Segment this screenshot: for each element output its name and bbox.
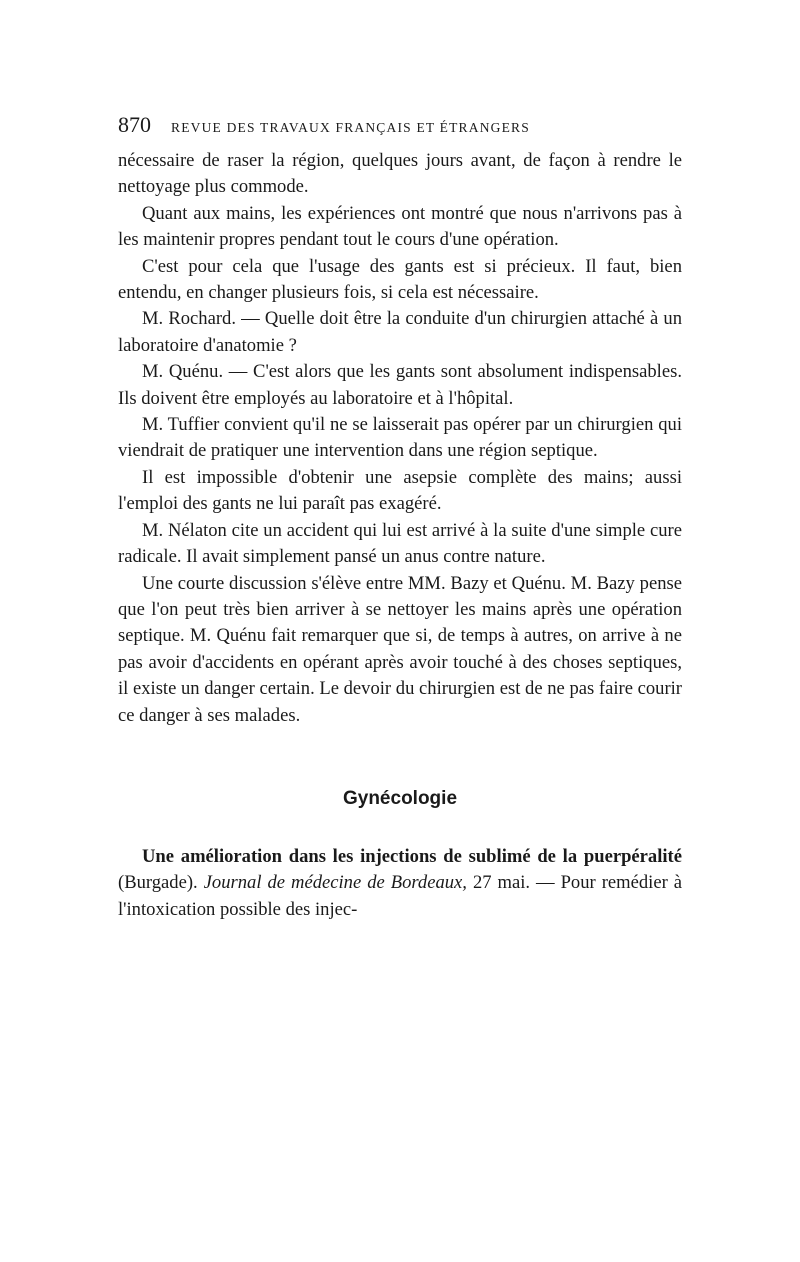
paragraph: M. Nélaton cite un accident qui lui est arrivé à la suite d'une simple cure radicale. Il avait simplement pansé un anus contre nature.	[118, 519, 682, 568]
page	[118, 112, 682, 923]
paragraph: M. Quénu. — C'est alors que les gants sont absolument indispensables. Ils doivent être employés au laboratoire et à l'hôpital.	[118, 361, 682, 409]
running-title: REVUE DES TRAVAUX FRANÇAIS ET ÉTRANGERS	[171, 120, 530, 135]
paragraph: nécessaire de raser la région, quelques jours avant, de façon à rendre le nettoyage plus commode.	[118, 150, 682, 198]
section-title: Gynécologie	[342, 787, 458, 809]
page-number: 870	[118, 112, 151, 137]
paragraph: Il est impossible d'obtenir une asepsie complète des mains; aussi l'emploi des gants ne lui paraît pas exagéré.	[118, 466, 682, 515]
article-journal: Journal de médecine de Bordeaux,	[203, 872, 467, 894]
running-header	[118, 112, 682, 142]
paragraph: Quant aux mains, les expériences ont montré que nous n'arrivons pas à les maintenir propres pendant tout le cours d'une opération.	[118, 202, 682, 251]
paragraph: Une courte discussion s'élève entre MM. Bazy et Quénu. M. Bazy pense que l'on peut très bien arriver à se nettoyer les mains après une opération septique. M. Quénu fait remarquer que si, de temps à autres, on arrive à ne pas avoir d'accidents en opérant après avoir touché à des choses septiques, il existe un danger certain. Le devoir du chirurgien est de ne pas faire courir ce danger à ses malades.	[118, 572, 682, 726]
article-title: Une amélioration dans les injections de sublimé de la puerpéralité	[142, 845, 682, 867]
page-body	[118, 148, 682, 923]
paragraph: M. Tuffier convient qu'il ne se laisserait pas opérer par un chirurgien qui viendrait de pratiquer une intervention dans une région septique.	[118, 414, 682, 462]
paragraph: M. Rochard. — Quelle doit être la conduite d'un chirurgien attaché à un laboratoire d'anatomie ?	[118, 308, 682, 356]
article-text: 27 mai. — Pour remédier à l'intoxication possible des injec-	[118, 872, 682, 920]
paragraph: C'est pour cela que l'usage des gants est si précieux. Il faut, bien entendu, en changer plusieurs fois, si cela est nécessaire.	[118, 255, 682, 304]
article-author: (Burgade).	[118, 872, 198, 894]
article-entry	[118, 844, 682, 923]
